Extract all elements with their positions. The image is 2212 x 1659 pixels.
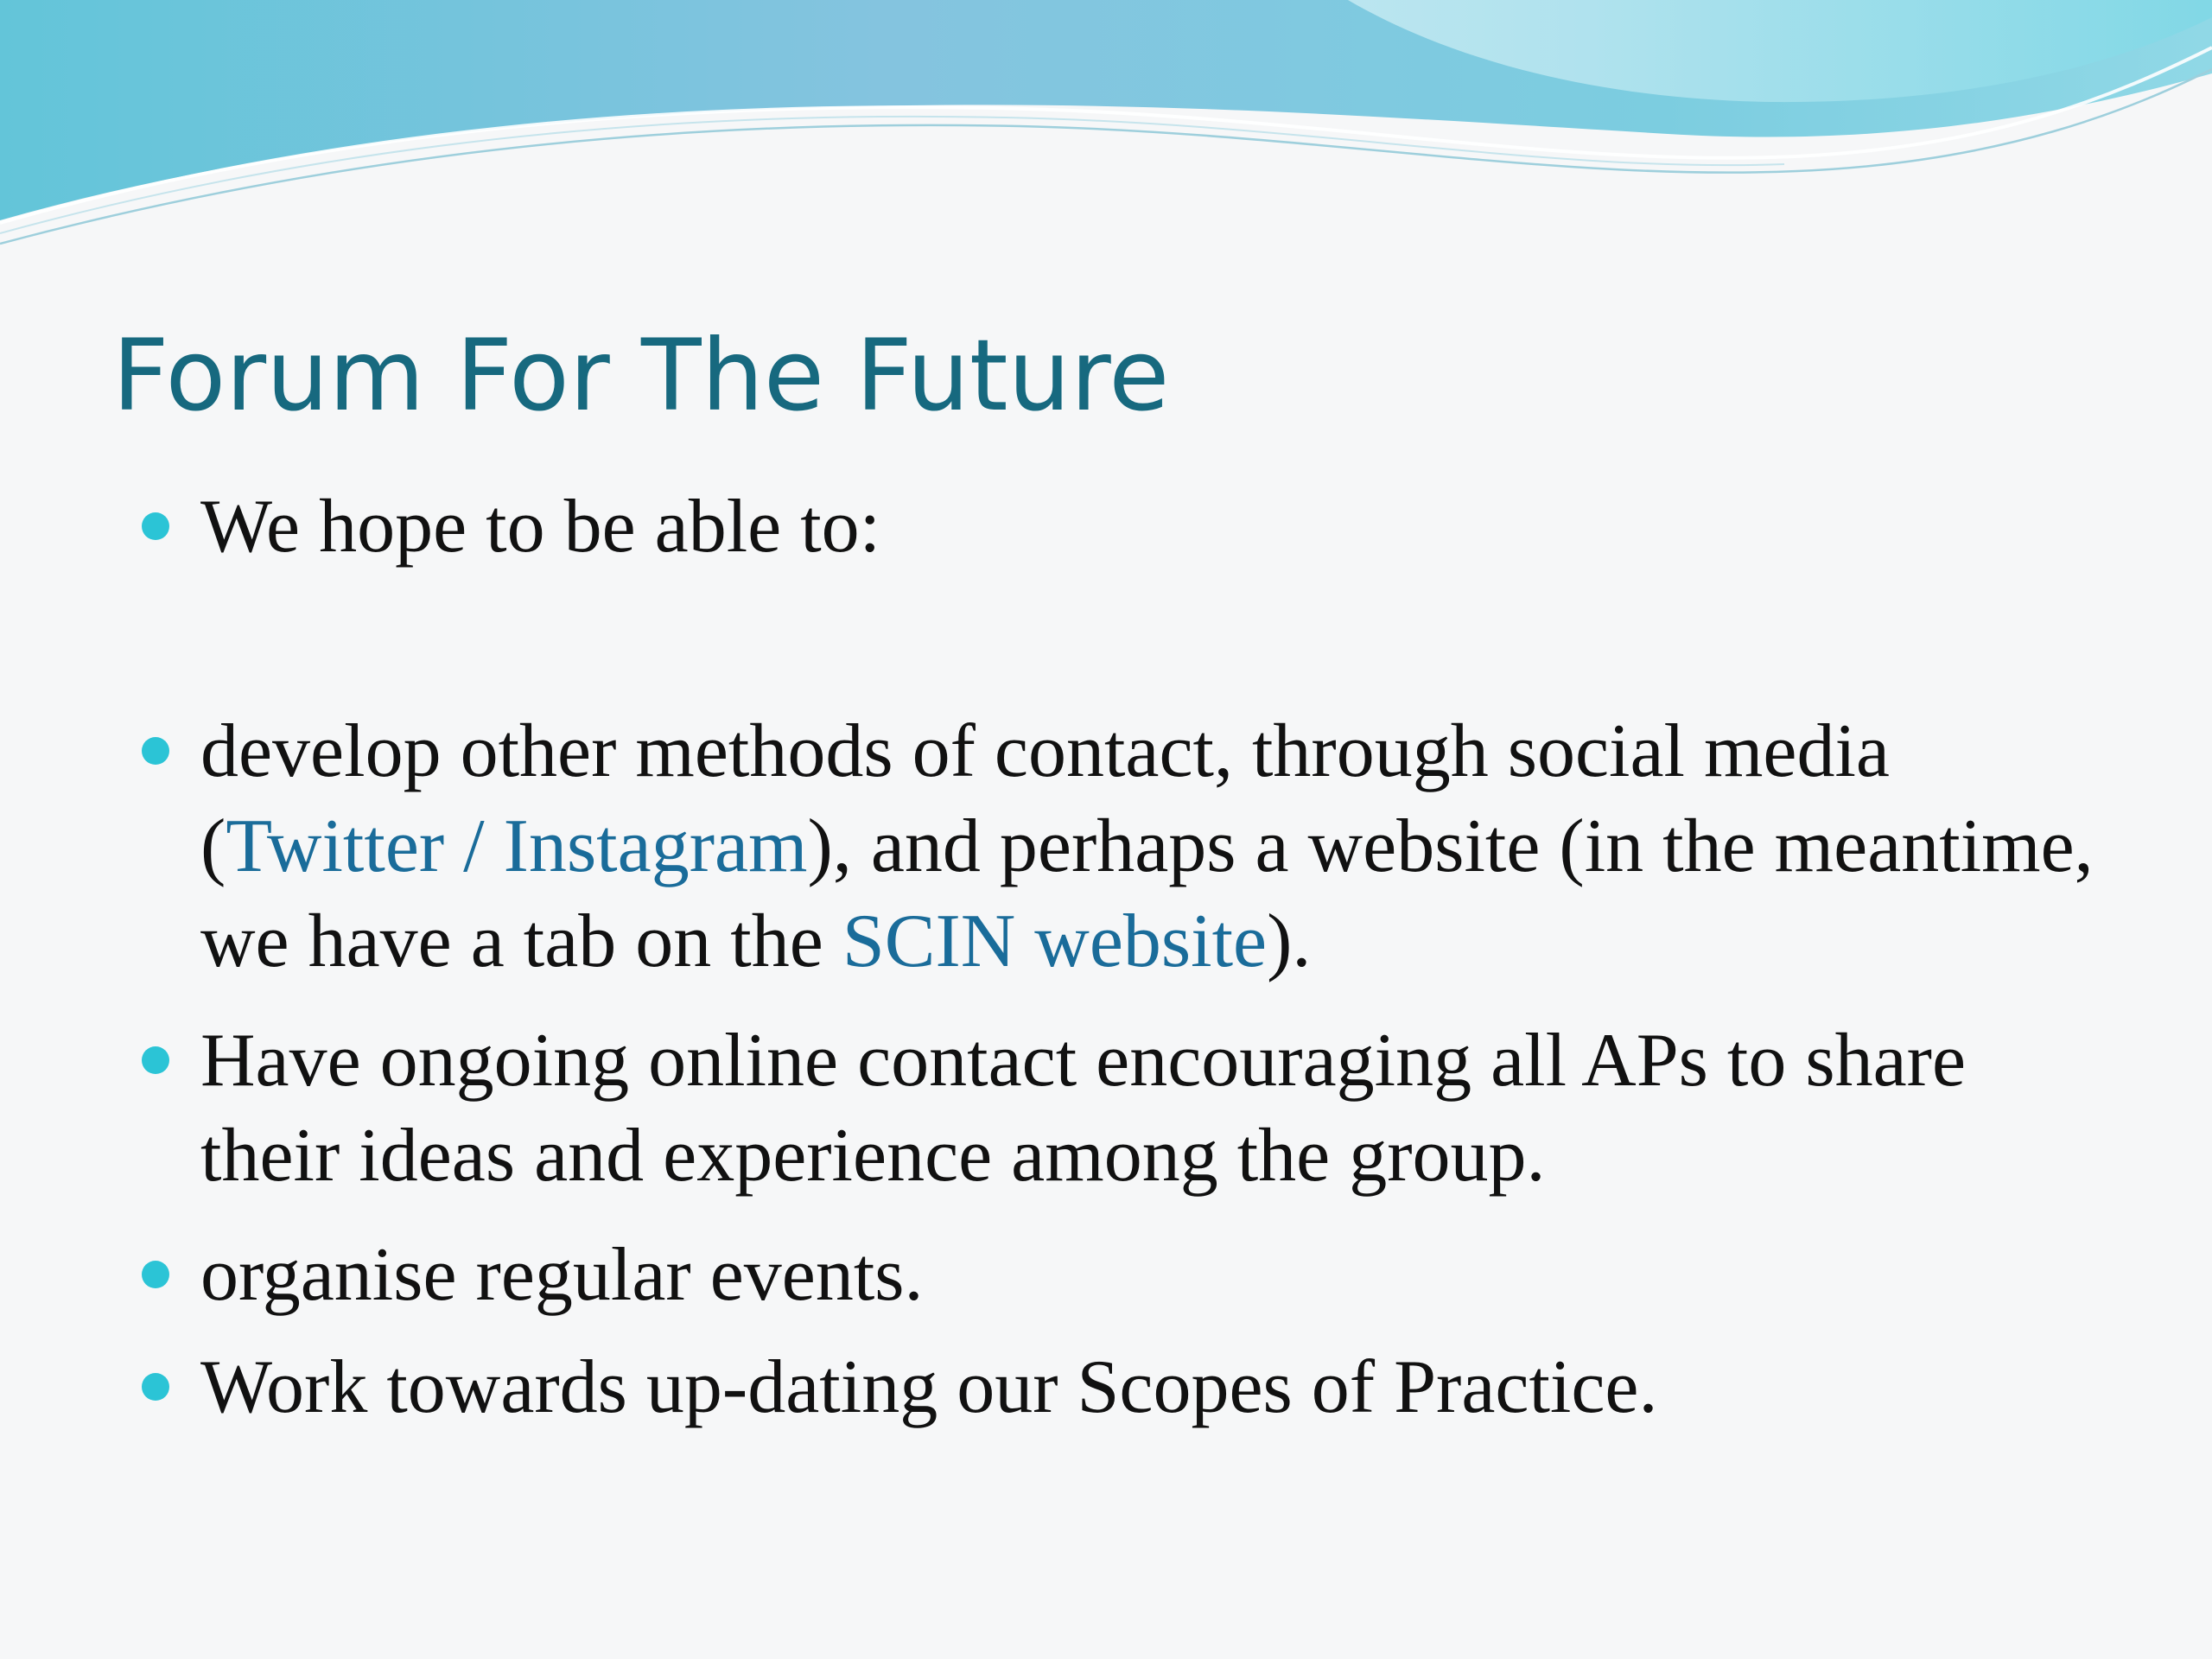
bullet-dot-icon	[142, 1046, 169, 1074]
social-media-link[interactable]: Twitter / Instagram	[226, 804, 808, 888]
bullet-item-events	[130, 1228, 2117, 1323]
scin-website-link[interactable]: SCIN website	[842, 899, 1268, 983]
bullet-dot-icon	[142, 1261, 169, 1288]
bullet-item-contact-methods	[130, 704, 2117, 989]
bullet-text: Work towards up-dating our Scopes of Practice.	[200, 1345, 1658, 1429]
bullet-list	[130, 480, 2117, 1435]
bullet-text: Have ongoing online contact encouraging all APs to share their ideas and experience among the group.	[200, 1019, 1967, 1198]
bullet-dot-icon	[142, 512, 169, 540]
bullet-text-part: develop other methods of contact, through social media (	[200, 709, 1890, 888]
bullet-text-part: ), and perhaps a website (in the meantime, we have a tab on the	[200, 804, 2094, 983]
wave-header-decoration	[0, 0, 2212, 276]
bullet-text-part: ).	[1267, 899, 1312, 983]
bullet-text: We hope to be able to:	[200, 485, 881, 569]
bullet-item-online-contact	[130, 1014, 2117, 1204]
bullet-item-intro	[130, 480, 2117, 575]
slide-title: Forum For The Future	[112, 318, 1170, 433]
bullet-dot-icon	[142, 1373, 169, 1401]
bullet-text: organise regular events.	[200, 1233, 924, 1317]
bullet-item-scopes	[130, 1340, 2117, 1435]
bullet-dot-icon	[142, 737, 169, 765]
